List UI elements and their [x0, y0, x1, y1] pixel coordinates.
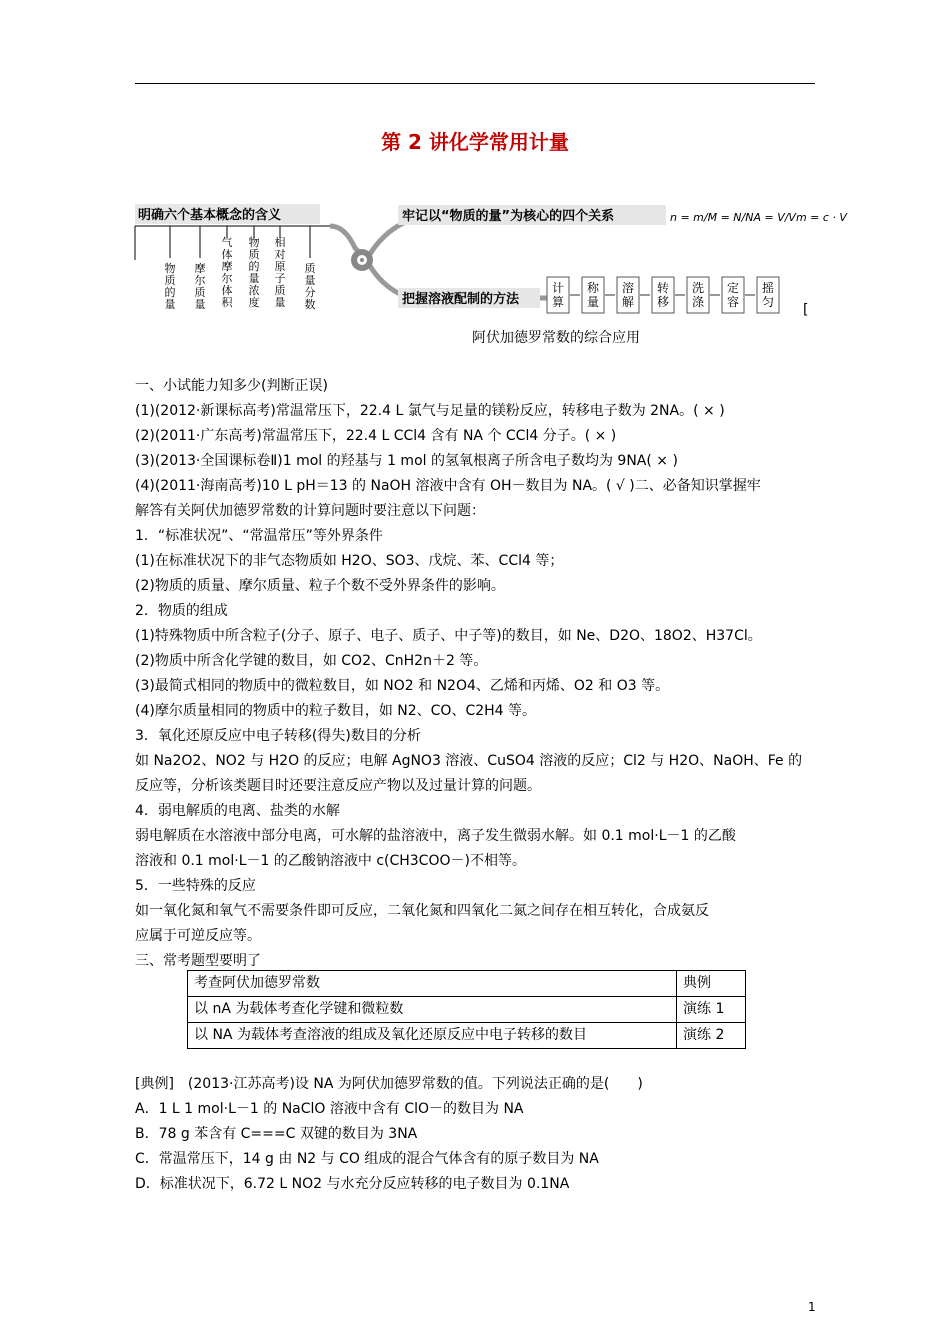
- concept-label: 相对原子质量: [274, 236, 286, 309]
- step-label: 洗涤: [691, 281, 705, 309]
- step-label: 转移: [656, 281, 670, 309]
- diagram-caption: 阿伏加德罗常数的综合应用: [472, 330, 640, 346]
- text-line: (2)物质的质量、摩尔质量、粒子个数不受外界条件的影响。: [135, 578, 505, 594]
- text-line: 3．氧化还原反应中电子转移(得失)数目的分析: [135, 728, 421, 744]
- option-a: A．1 L 1 mol·L－1 的 NaClO 溶液中含有 ClO－的数目为 NA: [135, 1101, 524, 1117]
- text-line: (4)(2011·海南高考)10 L pH＝13 的 NaOH 溶液中含有 OH－数目为 NA。( √ )二、必备知识掌握牢: [135, 478, 761, 494]
- text-line: 5．一些特殊的反应: [135, 878, 256, 894]
- table-header-row: [188, 971, 746, 997]
- gear-icon: [351, 249, 373, 271]
- text-line: (3)(2013·全国课标卷Ⅱ)1 mol 的羟基与 1 mol 的氢氧根离子所含电子数均为 9NA( × ): [135, 453, 678, 469]
- example-question: [135, 1072, 820, 1197]
- concept-diagram: [130, 190, 847, 340]
- concept-branches: [170, 226, 310, 258]
- relation-label: 牢记以“物质的量”为核心的四个关系: [402, 209, 615, 224]
- table-row: [188, 1023, 746, 1049]
- step-label: 称量: [586, 281, 600, 309]
- table-cell: 演练 2: [677, 1023, 746, 1049]
- concept-label: 物质的量浓度: [248, 236, 260, 309]
- table-header-cell: 考查阿伏加德罗常数: [188, 971, 677, 997]
- left-label: 明确六个基本概念的含义: [138, 208, 282, 223]
- text-line: (4)摩尔质量相同的物质中的粒子数目，如 N2、CO、C2H4 等。: [135, 703, 537, 719]
- option-c: C．常温常压下，14 g 由 N2 与 CO 组成的混合气体含有的原子数目为 NA: [135, 1151, 599, 1167]
- table-cell: 以 nA 为载体考查化学键和微粒数: [188, 997, 677, 1023]
- text-line: (1)在标准状况下的非气态物质如 H2O、SO3、戊烷、苯、CCl4 等；: [135, 553, 564, 569]
- text-line: 4．弱电解质的电离、盐类的水解: [135, 803, 340, 819]
- concept-label: 质量分数: [304, 262, 316, 311]
- stray-bracket: [: [803, 302, 809, 318]
- table-header-cell: 典例: [677, 971, 746, 997]
- question-type-table: [187, 970, 746, 1049]
- text-line: (2)物质中所含化学键的数目，如 CO2、CnH2n＋2 等。: [135, 653, 488, 669]
- formula: n = m/M = N/NA = V/Vm = c · V: [670, 211, 847, 224]
- table-row: [188, 997, 746, 1023]
- concept-label: 摩尔质量: [194, 262, 206, 311]
- text-line: 解答有关阿伏加德罗常数的计算问题时要注意以下问题：: [135, 503, 485, 519]
- text-line: 如 Na2O2、NO2 与 H2O 的反应；电解 AgNO3 溶液、CuSO4 溶液的反应；Cl2 与 H2O、NaOH、Fe 的: [135, 753, 803, 769]
- text-line: 一、小试能力知多少(判断正误): [135, 378, 328, 394]
- text-line: 如一氧化氮和氧气不需要条件即可反应，二氧化氮和四氧化二氮之间存在相互转化，合成氨反: [135, 903, 709, 919]
- step-label: 溶解: [621, 281, 635, 309]
- option-b: B．78 g 苯含有 C===C 双键的数目为 3NA: [135, 1126, 418, 1142]
- text-line: (3)最简式相同的物质中的微粒数目，如 NO2 和 N2O4、乙烯和丙烯、O2 和 O3 等。: [135, 678, 670, 694]
- page-title: 第 2 讲化学常用计量: [381, 130, 569, 154]
- example-stem: [典例] (2013·江苏高考)设 NA 为阿伏加德罗常数的值。下列说法正确的是( ): [135, 1076, 643, 1092]
- text-line: (1)特殊物质中所含粒子(分子、原子、电子、质子、中子等)的数目，如 Ne、D2O、18O2、H37Cl。: [135, 628, 762, 644]
- concept-label: 物质的量: [164, 262, 176, 311]
- step-label: 定容: [726, 281, 740, 309]
- text-line: (1)(2012·新课标高考)常温常压下，22.4 L 氯气与足量的镁粉反应，转移电子数为 2NA。( × ): [135, 403, 725, 419]
- text-line: 反应等，分析该类题目时还要注意反应产物以及过量计算的问题。: [135, 778, 541, 794]
- text-line: (2)(2011·广东高考)常温常压下，22.4 L CCl4 含有 NA 个 CCl4 分子。( × ): [135, 428, 617, 444]
- step-label: 摇匀: [761, 281, 775, 309]
- table-cell: 演练 1: [677, 997, 746, 1023]
- text-line: 2．物质的组成: [135, 603, 228, 619]
- option-d: D．标准状况下，6.72 L NO2 与水充分反应转移的电子数目为 0.1NA: [135, 1176, 570, 1192]
- table-cell: 以 NA 为载体考查溶液的组成及氧化还原反应中电子转移的数目: [188, 1023, 677, 1049]
- page-number: 1: [808, 1300, 816, 1314]
- header-rule: [135, 83, 815, 84]
- step-label: 计算: [551, 281, 565, 309]
- main-text: [135, 374, 820, 974]
- text-line: 三、常考题型要明了: [135, 953, 261, 969]
- text-line: 1．“标准状况”、“常温常压”等外界条件: [135, 528, 383, 544]
- concept-label: 气体摩尔体积: [221, 236, 233, 309]
- text-line: 弱电解质在水溶液中部分电离，可水解的盐溶液中，离子发生微弱水解。如 0.1 mol·L－1 的乙酸: [135, 828, 736, 844]
- text-line: 溶液和 0.1 mol·L－1 的乙酸钠溶液中 c(CH3COO－)不相等。: [135, 853, 526, 869]
- text-line: 应属于可逆反应等。: [135, 928, 261, 944]
- method-label: 把握溶液配制的方法: [402, 292, 520, 307]
